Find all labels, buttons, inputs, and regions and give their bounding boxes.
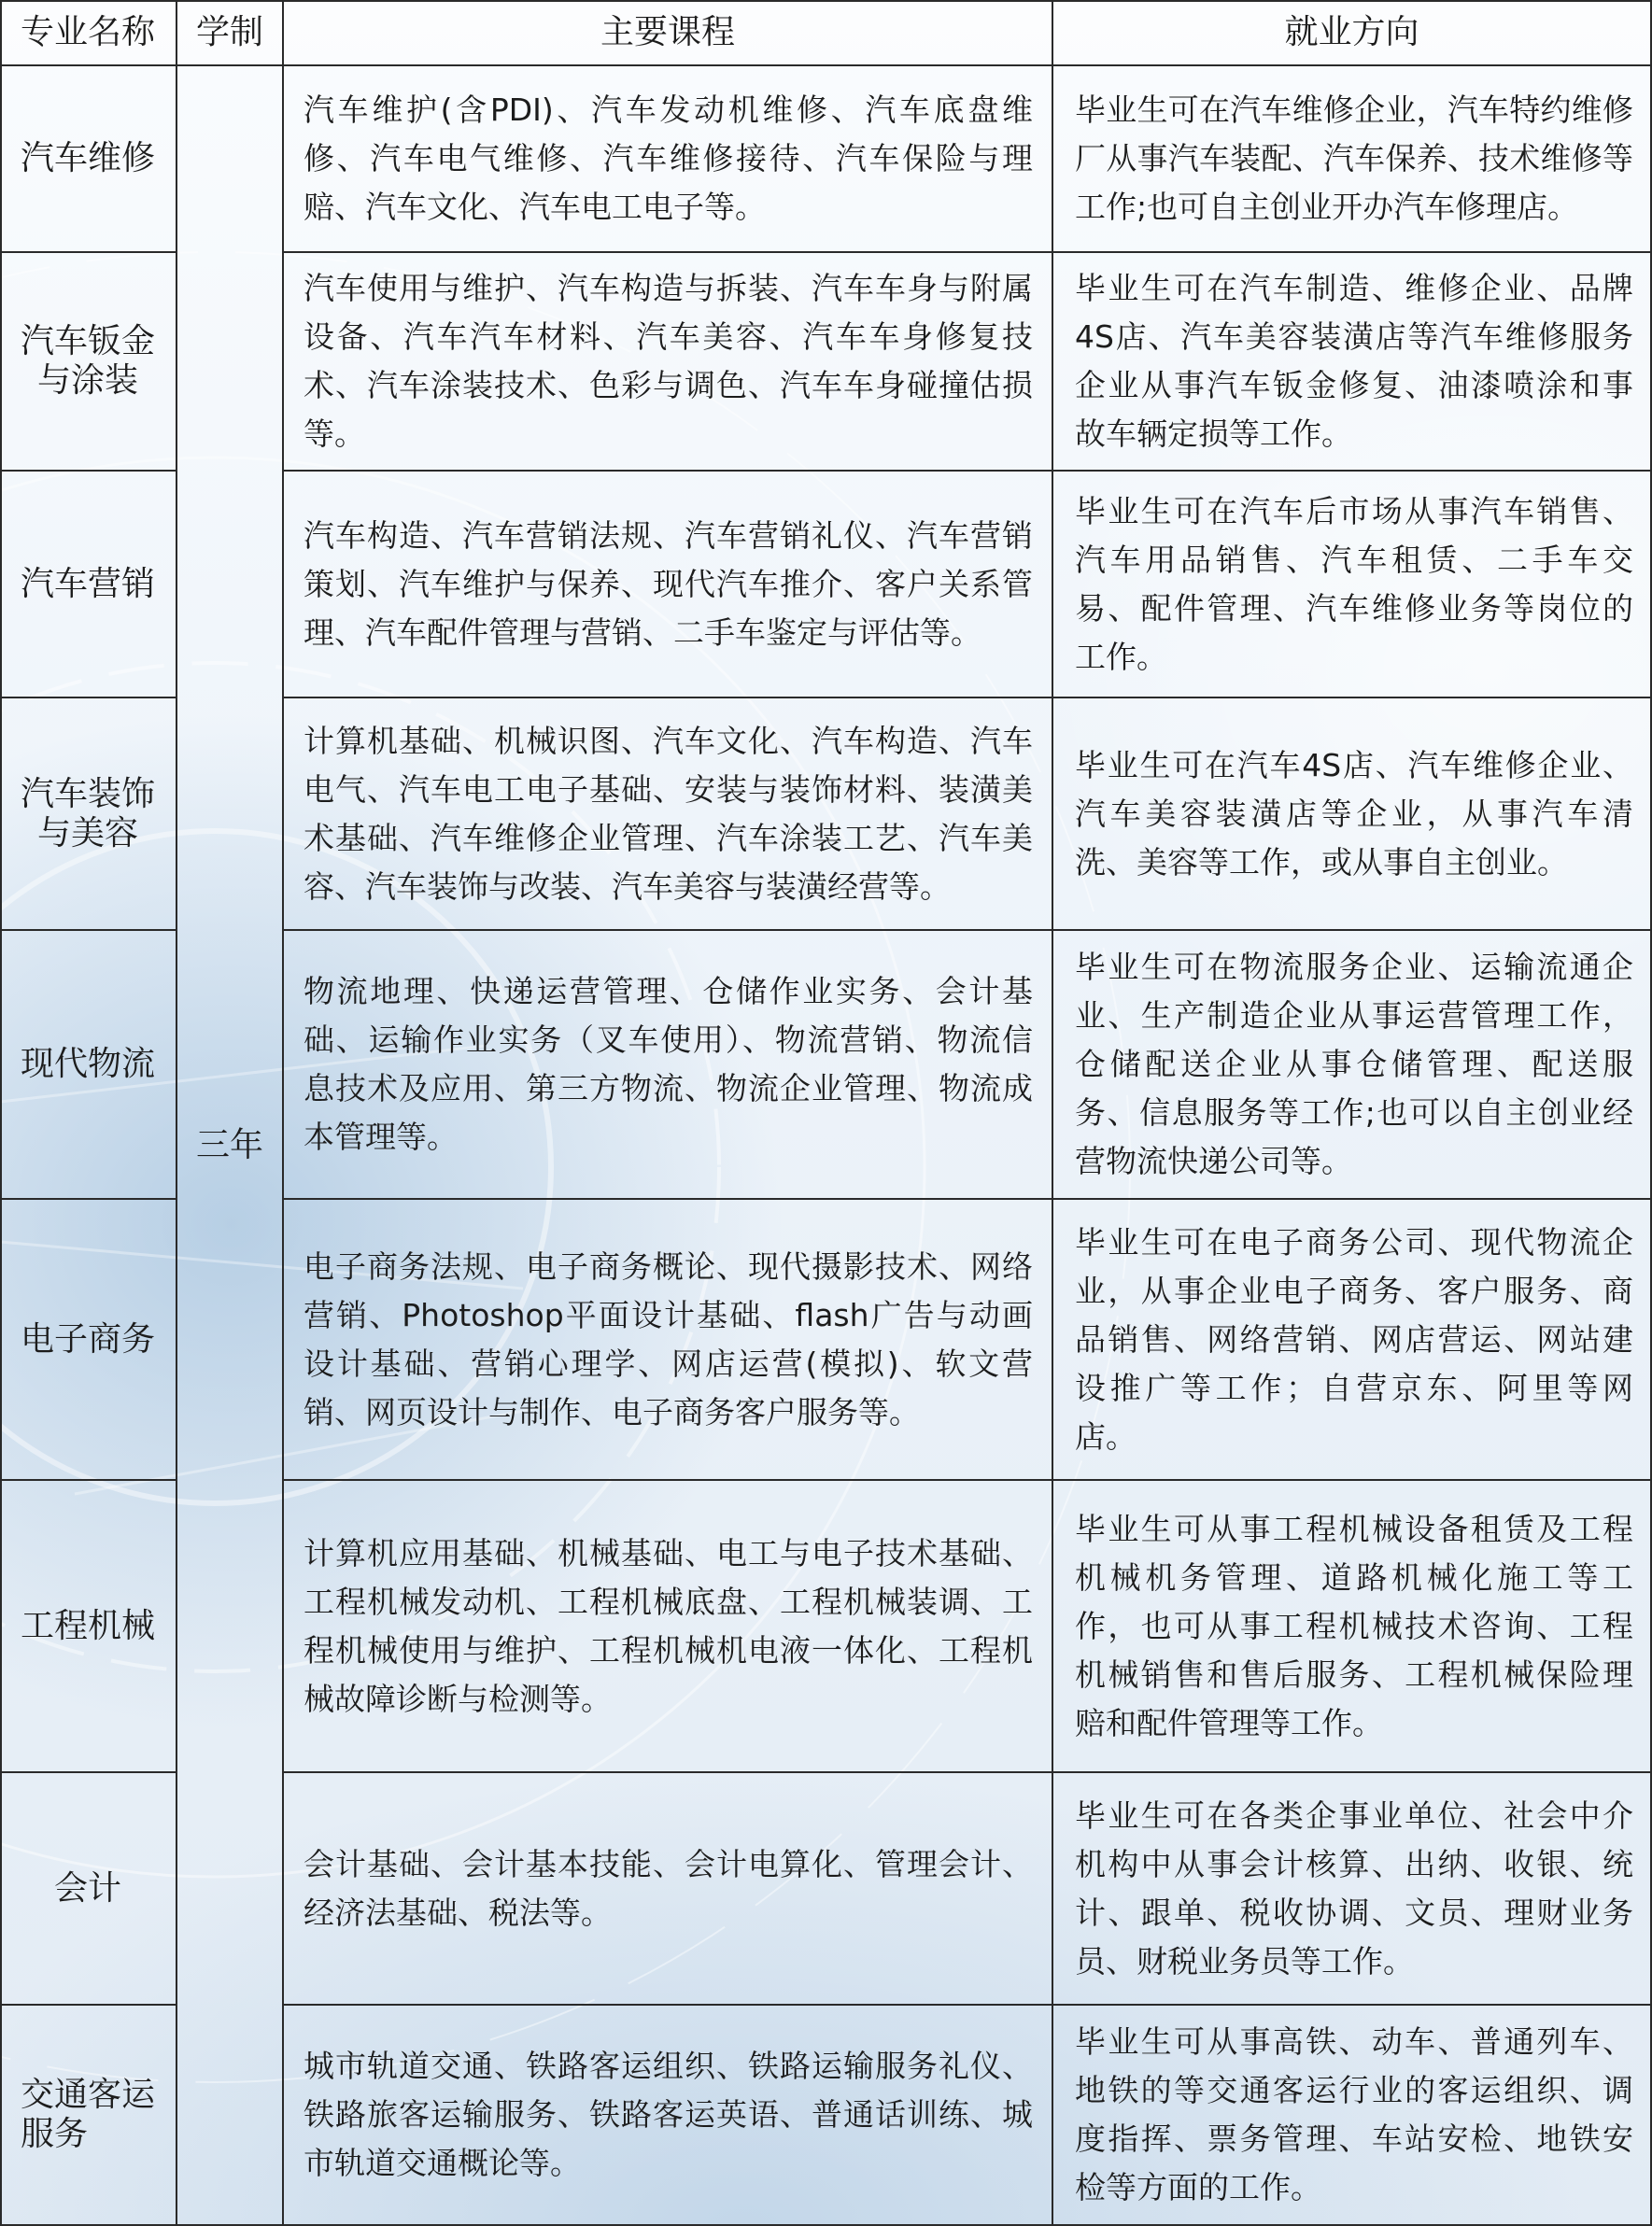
career-line: 毕业生可在各类企事业单位、社会中介 bbox=[1075, 1796, 1633, 1834]
career-line: 工作;也可自主创业开办汽车修理店。 bbox=[1075, 189, 1579, 225]
major-name-line: 服务 bbox=[20, 2115, 88, 2153]
major-name-cell bbox=[0, 1200, 177, 1481]
table-header-careers: 就业方向 bbox=[1053, 0, 1652, 66]
career-line: 仓储配送企业从事仓储管理、配送服 bbox=[1075, 1046, 1633, 1082]
career-line: 毕业生可在物流服务企业、运输流通企 bbox=[1075, 949, 1633, 985]
careers-cell bbox=[1053, 472, 1652, 698]
courses-cell bbox=[284, 66, 1053, 253]
course-line: 策划、汽车维护与保养、现代汽车推介、客户关系管 bbox=[304, 565, 1033, 602]
courses-cell bbox=[284, 698, 1053, 931]
course-line: 术基础、汽车维修企业管理、汽车涂装工艺、汽车美 bbox=[304, 819, 1033, 856]
course-line: 城市轨道交通、铁路客运组织、铁路运输服务礼仪、 bbox=[304, 2048, 1033, 2084]
career-line: 作，也可从事工程机械技术咨询、工程 bbox=[1075, 1607, 1633, 1644]
major-name-cell bbox=[0, 1481, 177, 1773]
career-line: 务、信息服务等工作;也可以自主创业经 bbox=[1075, 1094, 1633, 1131]
major-name-cell bbox=[0, 66, 177, 253]
course-line: 汽车使用与维护、汽车构造与拆装、汽车车身与附属 bbox=[304, 270, 1033, 306]
course-line: 电气、汽车电工电子基础、安装与装饰材料、装潢美 bbox=[304, 770, 1033, 808]
course-line: 理、汽车配件管理与营销、二手车鉴定与评估等。 bbox=[304, 613, 981, 651]
major-name-line: 现代物流 bbox=[20, 1045, 155, 1083]
major-name-line: 会计 bbox=[53, 1868, 121, 1908]
career-line: 计、跟单、税收协调、文员、理财业务 bbox=[1075, 1894, 1633, 1931]
career-line: 业，从事企业电子商务、客户服务、商 bbox=[1075, 1272, 1633, 1309]
course-line: 汽车维护(含PDI)、汽车发动机维修、汽车底盘维 bbox=[304, 92, 1033, 128]
career-line: 店。 bbox=[1075, 1417, 1137, 1455]
course-line: 物流地理、快递运营管理、仓储作业实务、会计基 bbox=[304, 973, 1033, 1009]
careers-cell bbox=[1053, 698, 1652, 931]
course-line: 营销、Photoshop平面设计基础、flash广告与动画 bbox=[304, 1296, 1033, 1333]
major-name-cell bbox=[0, 1773, 177, 2006]
course-line: 会计基础、会计基本技能、会计电算化、管理会计、 bbox=[304, 1845, 1033, 1882]
major-name-line: 与美容 bbox=[36, 813, 138, 852]
major-name-line: 交通客运 bbox=[20, 2076, 155, 2114]
career-line: 汽车美容装潢店等企业，从事汽车清 bbox=[1075, 795, 1633, 832]
duration-cell: 三年 bbox=[177, 66, 284, 2226]
table-header-major: 专业名称 bbox=[0, 0, 177, 66]
major-name-cell bbox=[0, 253, 177, 472]
major-name-line: 汽车钣金 bbox=[20, 322, 155, 360]
course-line: 等。 bbox=[304, 416, 365, 452]
career-line: 易、配件管理、汽车维修业务等岗位的 bbox=[1075, 589, 1633, 627]
course-line: 计算机基础、机械识图、汽车文化、汽车构造、汽车 bbox=[304, 722, 1033, 759]
career-line: 厂从事汽车装配、汽车保养、技术维修等 bbox=[1075, 140, 1633, 176]
career-line: 地铁的等交通客运行业的客运组织、调 bbox=[1075, 2072, 1633, 2108]
career-line: 毕业生可在汽车维修企业，汽车特约维修 bbox=[1075, 92, 1633, 128]
course-line: 经济法基础、税法等。 bbox=[304, 1894, 612, 1931]
major-name-line: 汽车装饰 bbox=[20, 774, 155, 813]
careers-cell bbox=[1053, 931, 1652, 1200]
course-line: 修、汽车电气维修、汽车维修接待、汽车保险与理 bbox=[304, 140, 1033, 176]
career-line: 汽车用品销售、汽车租赁、二手车交 bbox=[1075, 541, 1633, 578]
careers-cell bbox=[1053, 1481, 1652, 1773]
career-line: 4S店、汽车美容装潢店等汽车维修服务 bbox=[1075, 318, 1633, 355]
course-line: 电子商务法规、电子商务概论、现代摄影技术、网络 bbox=[304, 1247, 1033, 1285]
major-name-line: 汽车营销 bbox=[20, 564, 155, 603]
career-line: 企业从事汽车钣金修复、油漆喷涂和事 bbox=[1075, 367, 1633, 403]
career-line: 员、财税业务员等工作。 bbox=[1075, 1942, 1414, 1979]
course-line: 息技术及应用、第三方物流、物流企业管理、物流成 bbox=[304, 1070, 1033, 1106]
course-line: 程机械使用与维护、工程机械机电液一体化、工程机 bbox=[304, 1631, 1033, 1669]
courses-cell bbox=[284, 1481, 1053, 1773]
courses-cell bbox=[284, 472, 1053, 698]
careers-cell bbox=[1053, 1773, 1652, 2006]
career-line: 工作。 bbox=[1075, 638, 1167, 675]
course-line: 本管理等。 bbox=[304, 1119, 458, 1155]
career-line: 毕业生可在汽车后市场从事汽车销售、 bbox=[1075, 492, 1633, 529]
careers-cell bbox=[1053, 253, 1652, 472]
major-name-cell bbox=[0, 472, 177, 698]
course-line: 工程机械发动机、工程机械底盘、工程机械装调、工 bbox=[304, 1583, 1033, 1620]
course-line: 市轨道交通概论等。 bbox=[304, 2145, 581, 2181]
course-line: 术、汽车涂装技术、色彩与调色、汽车车身碰撞估损 bbox=[304, 367, 1033, 403]
course-line: 设备、汽车汽车材料、汽车美容、汽车车身修复技 bbox=[304, 318, 1033, 355]
course-line: 础、运输作业实务（叉车使用）、物流营销、物流信 bbox=[304, 1021, 1033, 1058]
career-line: 故车辆定损等工作。 bbox=[1075, 416, 1352, 452]
career-line: 毕业生可从事工程机械设备租赁及工程 bbox=[1075, 1510, 1633, 1547]
career-line: 机构中从事会计核算、出纳、收银、统 bbox=[1075, 1845, 1633, 1882]
course-line: 计算机应用基础、机械基础、电工与电子技术基础、 bbox=[304, 1534, 1033, 1571]
career-line: 营物流快递公司等。 bbox=[1075, 1143, 1352, 1179]
courses-cell bbox=[284, 253, 1053, 472]
course-line: 销、网页设计与制作、电子商务客户服务等。 bbox=[304, 1393, 920, 1430]
careers-cell bbox=[1053, 2006, 1652, 2226]
major-name-line: 电子商务 bbox=[20, 1319, 155, 1359]
career-line: 机械机务管理、道路机械化施工等工 bbox=[1075, 1558, 1633, 1596]
major-name-line: 汽车维修 bbox=[20, 139, 155, 177]
career-line: 度指挥、票务管理、车站安检、地铁安 bbox=[1075, 2120, 1633, 2157]
careers-cell bbox=[1053, 66, 1652, 253]
career-line: 赔和配件管理等工作。 bbox=[1075, 1704, 1383, 1741]
career-line: 毕业生可从事高铁、动车、普通列车、 bbox=[1075, 2023, 1633, 2060]
career-line: 毕业生可在汽车制造、维修企业、品牌 bbox=[1075, 270, 1633, 306]
course-line: 汽车构造、汽车营销法规、汽车营销礼仪、汽车营销 bbox=[304, 516, 1033, 554]
major-name-cell bbox=[0, 2006, 177, 2226]
courses-cell bbox=[284, 1200, 1053, 1481]
career-line: 毕业生可在汽车4S店、汽车维修企业、 bbox=[1075, 746, 1633, 783]
major-name-cell bbox=[0, 931, 177, 1200]
table-header-duration: 学制 bbox=[177, 0, 284, 66]
career-line: 品销售、网络营销、网店营运、网站建 bbox=[1075, 1320, 1633, 1358]
major-name-cell bbox=[0, 698, 177, 931]
career-line: 业、生产制造企业从事运营管理工作， bbox=[1075, 997, 1633, 1034]
careers-cell bbox=[1053, 1200, 1652, 1481]
course-line: 铁路旅客运输服务、铁路客运英语、普通话训练、城 bbox=[304, 2096, 1033, 2133]
career-line: 毕业生可在电子商务公司、现代物流企 bbox=[1075, 1223, 1633, 1261]
courses-cell bbox=[284, 931, 1053, 1200]
course-line: 容、汽车装饰与改装、汽车美容与装潢经营等。 bbox=[304, 867, 951, 905]
career-line: 机械销售和售后服务、工程机械保险理 bbox=[1075, 1655, 1633, 1693]
table-header-courses: 主要课程 bbox=[284, 0, 1053, 66]
course-line: 设计基础、营销心理学、网店运营(模拟)、软文营 bbox=[304, 1345, 1033, 1382]
course-line: 赔、汽车文化、汽车电工电子等。 bbox=[304, 189, 766, 225]
career-line: 设推广等工作；自营京东、阿里等网 bbox=[1075, 1369, 1633, 1406]
major-name-line: 与涂装 bbox=[36, 361, 138, 400]
major-name-line: 工程机械 bbox=[20, 1606, 155, 1645]
courses-cell bbox=[284, 2006, 1053, 2226]
courses-cell bbox=[284, 1773, 1053, 2006]
career-line: 洗、美容等工作，或从事自主创业。 bbox=[1075, 843, 1568, 881]
career-line: 检等方面的工作。 bbox=[1075, 2169, 1321, 2205]
course-line: 械故障诊断与检测等。 bbox=[304, 1680, 612, 1717]
